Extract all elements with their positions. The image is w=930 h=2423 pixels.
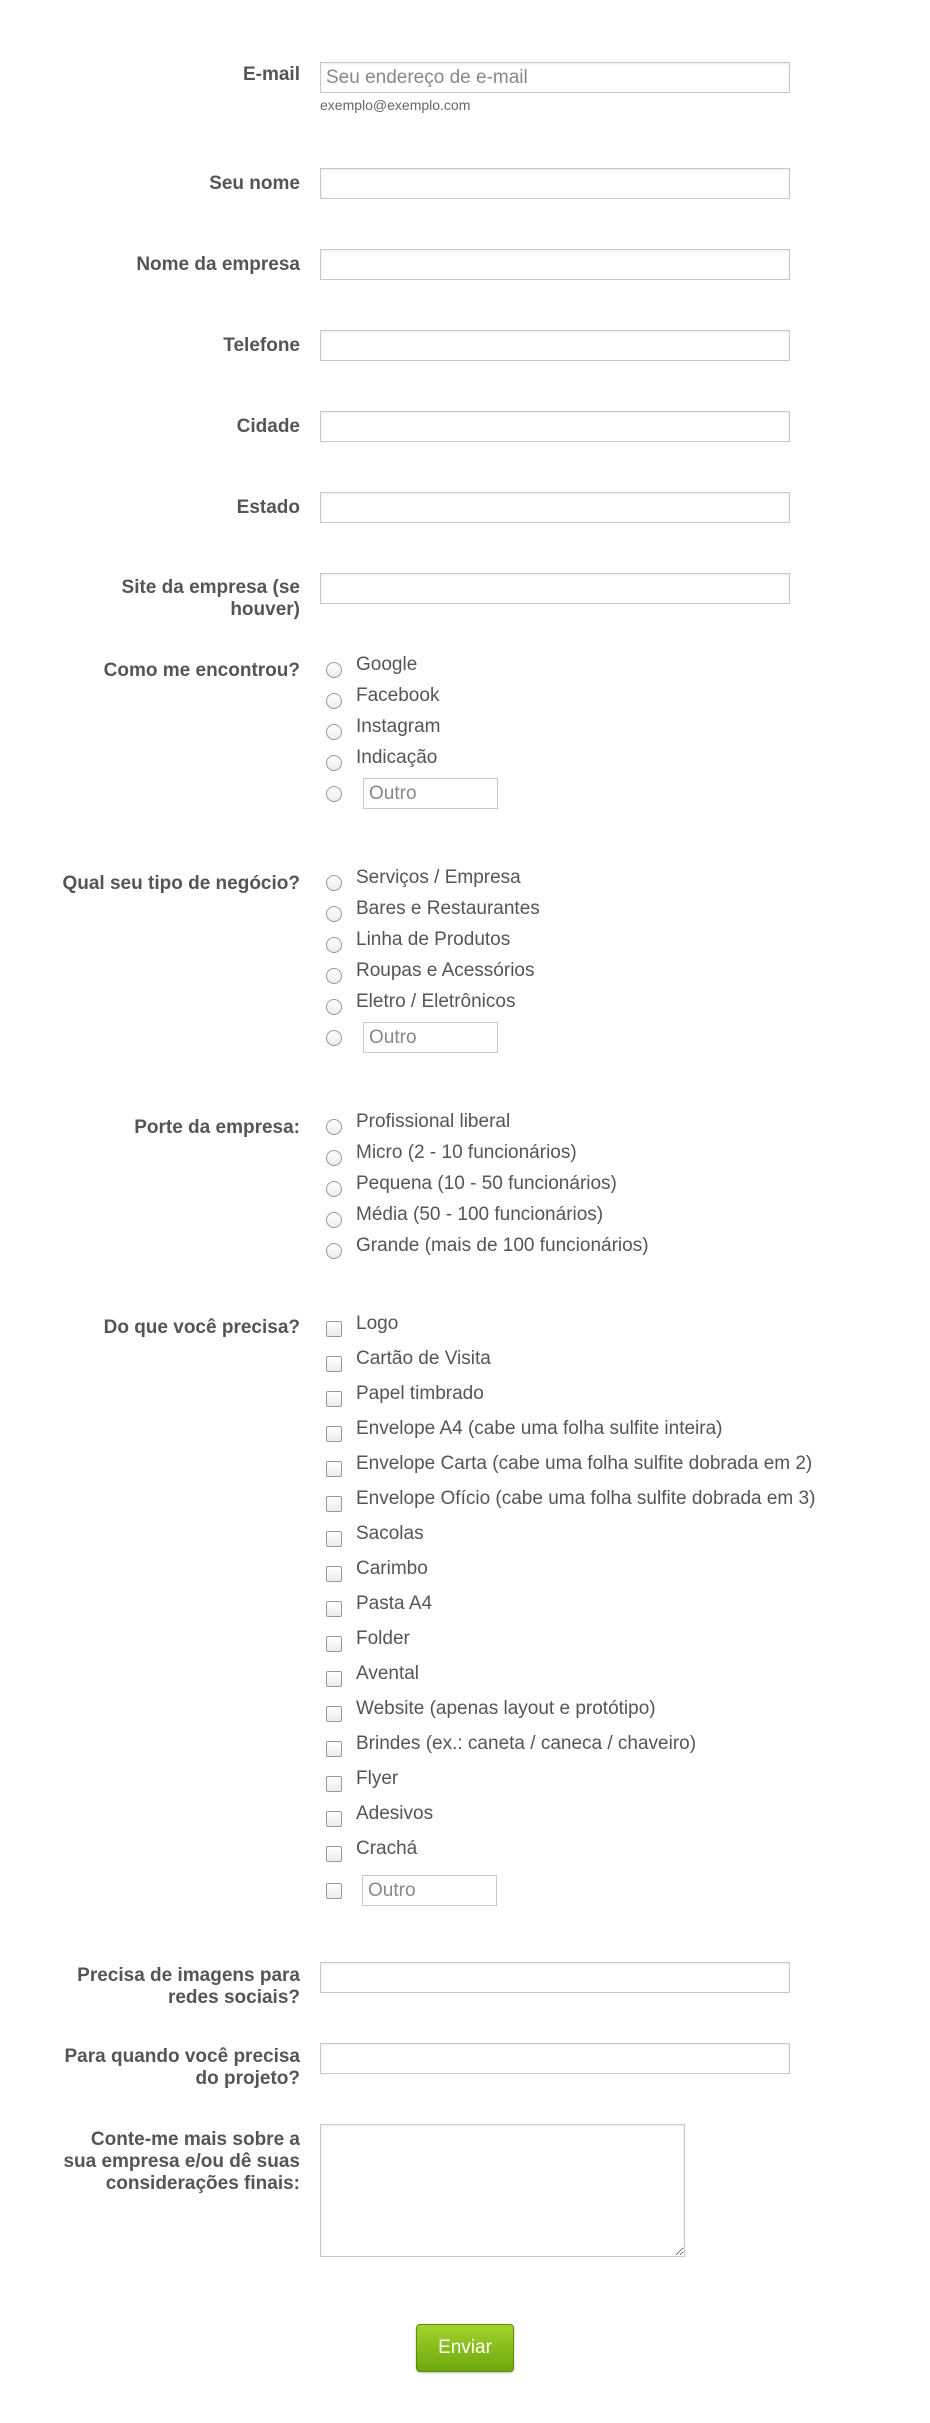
radio-button[interactable] <box>326 724 342 740</box>
needs-option[interactable] <box>326 1698 846 1729</box>
social-label <box>40 1965 300 2009</box>
checkbox[interactable] <box>326 1883 342 1899</box>
checkbox[interactable] <box>326 1706 342 1722</box>
radio-button[interactable] <box>326 999 342 1015</box>
business-option-label: Roupas e Acessórios <box>356 960 535 981</box>
social-label-line2: redes sociais? <box>167 1987 300 2008</box>
city-input[interactable] <box>320 411 790 442</box>
city-label: Cidade <box>236 416 300 437</box>
checkbox[interactable] <box>326 1671 342 1687</box>
needs-option[interactable] <box>326 1348 846 1379</box>
website-label-line1: Site da empresa (se <box>121 577 300 598</box>
needs-option[interactable] <box>326 1418 846 1449</box>
radio-button[interactable] <box>326 937 342 953</box>
size-option[interactable] <box>326 1204 846 1235</box>
needs-option-other[interactable] <box>326 1875 846 1906</box>
checkbox[interactable] <box>326 1321 342 1337</box>
needs-option[interactable] <box>326 1383 846 1414</box>
size-label: Porte da empresa: <box>134 1117 300 1138</box>
website-input[interactable] <box>320 573 790 604</box>
size-option[interactable] <box>326 1173 846 1204</box>
radio-button[interactable] <box>326 875 342 891</box>
checkbox[interactable] <box>326 1531 342 1547</box>
size-option-label: Profissional liberal <box>356 1111 511 1132</box>
size-option-label: Média (50 - 100 funcionários) <box>356 1204 604 1225</box>
found-other-input[interactable] <box>363 778 498 809</box>
size-option[interactable] <box>326 1235 846 1266</box>
size-option-label: Pequena (10 - 50 funcionários) <box>356 1173 617 1194</box>
radio-button[interactable] <box>326 968 342 984</box>
email-field-wrap <box>320 62 790 93</box>
deadline-label <box>40 2046 300 2090</box>
business-option-label: Linha de Produtos <box>356 929 511 950</box>
radio-button[interactable] <box>326 1030 342 1046</box>
needs-option-label: Papel timbrado <box>356 1383 484 1404</box>
found-option[interactable] <box>326 747 846 778</box>
found-label: Como me encontrou? <box>103 660 300 681</box>
radio-button[interactable] <box>326 662 342 678</box>
name-input[interactable] <box>320 168 790 199</box>
name-label: Seu nome <box>209 173 300 194</box>
company-label: Nome da empresa <box>136 254 300 275</box>
radio-button[interactable] <box>326 755 342 771</box>
size-option-label: Grande (mais de 100 funcionários) <box>356 1235 649 1256</box>
notes-label-line2: sua empresa e/ou dê suas <box>63 2151 300 2172</box>
checkbox[interactable] <box>326 1846 342 1862</box>
notes-label-line1: Conte-me mais sobre a <box>90 2129 300 2150</box>
needs-option[interactable] <box>326 1593 846 1624</box>
needs-option[interactable] <box>326 1803 846 1834</box>
needs-option-label: Adesivos <box>356 1803 434 1824</box>
size-option[interactable] <box>326 1111 846 1142</box>
website-label-line2: houver) <box>230 599 300 620</box>
business-other-input[interactable] <box>363 1022 498 1053</box>
size-option[interactable] <box>326 1142 846 1173</box>
found-option-label: Facebook <box>356 685 440 706</box>
radio-button[interactable] <box>326 693 342 709</box>
website-label <box>40 577 300 621</box>
needs-option[interactable] <box>326 1838 846 1869</box>
radio-button[interactable] <box>326 906 342 922</box>
checkbox[interactable] <box>326 1741 342 1757</box>
found-option-label: Indicação <box>356 747 438 768</box>
deadline-label-line2: do projeto? <box>195 2068 300 2089</box>
checkbox[interactable] <box>326 1566 342 1582</box>
needs-option-label: Brindes (ex.: caneta / caneca / chaveiro) <box>356 1733 697 1754</box>
found-option[interactable] <box>326 654 846 685</box>
found-option-label: Google <box>356 654 418 675</box>
business-option[interactable] <box>326 898 846 929</box>
social-label-line1: Precisa de imagens para <box>77 1965 300 1986</box>
business-option[interactable] <box>326 867 846 898</box>
found-option[interactable] <box>326 716 846 747</box>
phone-input[interactable] <box>320 330 790 361</box>
needs-option[interactable] <box>326 1523 846 1554</box>
needs-other-input[interactable] <box>362 1875 497 1906</box>
company-input[interactable] <box>320 249 790 280</box>
needs-label: Do que você precisa? <box>103 1317 300 1338</box>
found-option-label: Instagram <box>356 716 441 737</box>
checkbox[interactable] <box>326 1496 342 1512</box>
checkbox[interactable] <box>326 1426 342 1442</box>
needs-option[interactable] <box>326 1488 846 1519</box>
radio-button[interactable] <box>326 1212 342 1228</box>
found-option[interactable] <box>326 685 846 716</box>
business-option[interactable] <box>326 991 846 1022</box>
needs-option-label: Logo <box>356 1313 399 1334</box>
notes-textarea[interactable] <box>320 2124 685 2257</box>
business-option-label: Bares e Restaurantes <box>356 898 540 919</box>
business-option-label: Eletro / Eletrônicos <box>356 991 516 1012</box>
size-option-label: Micro (2 - 10 funcionários) <box>356 1142 577 1163</box>
needs-option-label: Pasta A4 <box>356 1593 433 1614</box>
email-label: E-mail <box>242 64 300 85</box>
needs-option[interactable] <box>326 1558 846 1589</box>
business-option[interactable] <box>326 929 846 960</box>
notes-label <box>40 2129 300 2195</box>
deadline-input[interactable] <box>320 2043 790 2074</box>
phone-label: Telefone <box>223 335 300 356</box>
checkbox[interactable] <box>326 1776 342 1792</box>
needs-option-label: Website (apenas layout e protótipo) <box>356 1698 656 1719</box>
radio-button[interactable] <box>326 1243 342 1259</box>
needs-option-label: Flyer <box>356 1768 399 1789</box>
checkbox[interactable] <box>326 1811 342 1827</box>
business-label: Qual seu tipo de negócio? <box>62 873 300 894</box>
email-input[interactable] <box>320 62 790 93</box>
needs-option-label: Sacolas <box>356 1523 424 1544</box>
needs-option-label: Envelope Carta (cabe uma folha sulfite dobrada em 2) <box>356 1453 813 1474</box>
needs-option-label: Envelope Ofício (cabe uma folha sulfite dobrada em 3) <box>356 1488 816 1509</box>
state-label: Estado <box>236 497 300 518</box>
needs-option-label: Crachá <box>356 1838 418 1859</box>
needs-option[interactable] <box>326 1313 846 1344</box>
notes-label-line3: considerações finais: <box>105 2173 300 2194</box>
needs-option-label: Cartão de Visita <box>356 1348 491 1369</box>
radio-button[interactable] <box>326 1150 342 1166</box>
needs-option-label: Folder <box>356 1628 410 1649</box>
needs-option-label: Envelope A4 (cabe uma folha sulfite inteira) <box>356 1418 723 1439</box>
needs-option[interactable] <box>326 1628 846 1659</box>
found-option-other[interactable] <box>326 778 846 809</box>
needs-option[interactable] <box>326 1768 846 1799</box>
business-option-other[interactable] <box>326 1022 846 1053</box>
deadline-label-line1: Para quando você precisa <box>64 2046 300 2067</box>
needs-option-label: Avental <box>356 1663 420 1684</box>
needs-option[interactable] <box>326 1453 846 1484</box>
needs-option[interactable] <box>326 1663 846 1694</box>
business-option[interactable] <box>326 960 846 991</box>
needs-option[interactable] <box>326 1733 846 1764</box>
checkbox[interactable] <box>326 1636 342 1652</box>
checkbox[interactable] <box>326 1461 342 1477</box>
radio-button[interactable] <box>326 1119 342 1135</box>
radio-button[interactable] <box>326 1181 342 1197</box>
checkbox[interactable] <box>326 1601 342 1617</box>
needs-option-label: Carimbo <box>356 1558 428 1579</box>
radio-button[interactable] <box>326 786 342 802</box>
state-input[interactable] <box>320 492 790 523</box>
submit-button[interactable]: Enviar <box>416 2324 514 2372</box>
social-input[interactable] <box>320 1962 790 1993</box>
business-option-label: Serviços / Empresa <box>356 867 521 888</box>
email-sublabel: exemplo@exemplo.com <box>320 97 471 113</box>
checkbox[interactable] <box>326 1356 342 1372</box>
checkbox[interactable] <box>326 1391 342 1407</box>
